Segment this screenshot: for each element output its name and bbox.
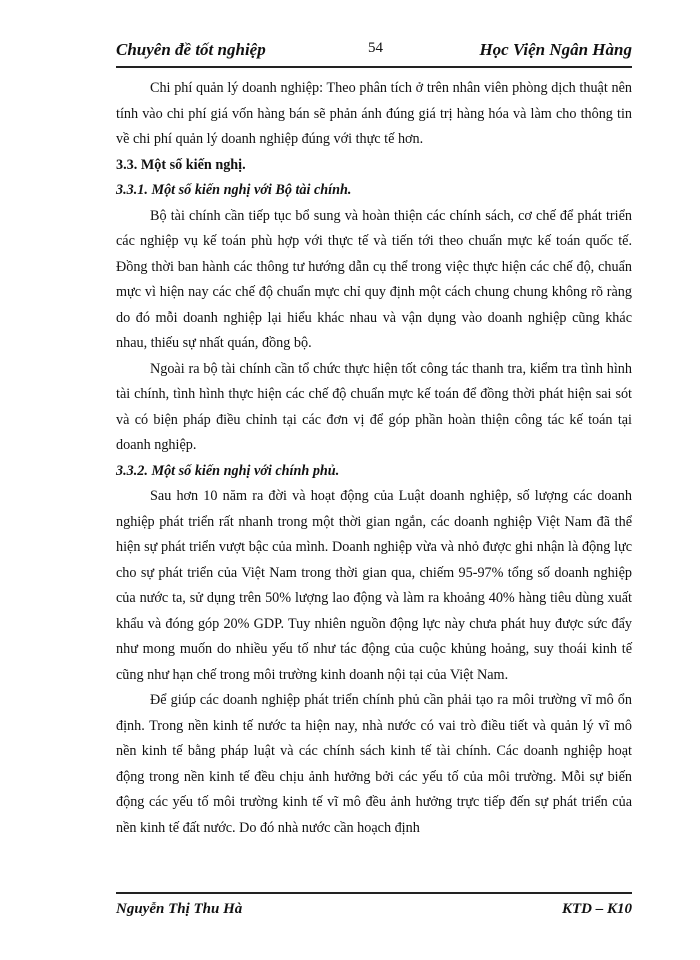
document-body (116, 76, 632, 841)
paragraph-management-costs: Chi phí quản lý doanh nghiệp: Theo phân tích ở trên nhân viên phòng dịch thuật nên tính vào chi phí giá vốn hàng bán sẽ phản ánh đúng giá trị hàng hóa và làm cho thông tin về chi phí quản lý doanh nghiệp đúng với thực tế hơn. (116, 80, 632, 147)
header-title: Chuyên đề tốt nghiệp (116, 40, 266, 59)
page-header (116, 34, 632, 68)
subsection-heading-3-3-1: 3.3.1. Một số kiến nghị với Bộ tài chính. (116, 182, 352, 198)
page-footer (116, 892, 632, 924)
section-heading-3-3: 3.3. Một số kiến nghị. (116, 156, 246, 173)
page-number: 54 (368, 40, 383, 56)
paragraph-ministry-finance-1: Bộ tài chính cần tiếp tục bổ sung và hoàn thiện các chính sách, cơ chế để phát triển các nghiệp vụ kế toán phù hợp với thực tế và tiến tới theo chuẩn mực kế toán quốc tế. Đồng thời ban hành các thông tư hướng dẫn cụ thể trong việc thực hiện các chế độ, chuẩn mực vì hiện nay các chế độ chuẩn mực chỉ quy định một cách chung chung không rõ ràng do đó mỗi doanh nghiệp lại hiểu khác nhau và vận dụng vào doanh nghiệp cũng khác nhau, thiếu sự nhất quán, đồng bộ. (116, 207, 632, 351)
paragraph-government-2: Để giúp các doanh nghiệp phát triển chính phủ cần phải tạo ra môi trường vĩ mô ổn định. Trong nền kinh tế nước ta hiện nay, nhà nước có vai trò điều tiết và quản lý vĩ mô nền kinh tế bằng pháp luật và các chính sách kinh tế tài chính. Các doanh nghiệp hoạt động trong nền kinh tế đều chịu ảnh hưởng bởi các yếu tố của môi trường. Mỗi sự biến động các yếu tố môi trường kinh tế vĩ mô đều ảnh hưởng trực tiếp đến sự phát triển của nền kinh tế đất nước. Do đó nhà nước cần hoạch định (116, 692, 632, 836)
header-institution: Học Viện Ngân Hàng (479, 40, 632, 59)
footer-author: Nguyễn Thị Thu Hà (116, 901, 243, 917)
subsection-heading-3-3-2: 3.3.2. Một số kiến nghị với chính phủ. (116, 462, 340, 479)
paragraph-government-1: Sau hơn 10 năm ra đời và hoạt động của Luật doanh nghiệp, số lượng các doanh nghiệp phát triển rất nhanh trong một thời gian ngắn, các doanh nghiệp Việt Nam đã thể hiện sự phát triển vượt bậc của mình. Doanh nghiệp vừa và nhỏ được ghi nhận là động lực cho sự phát triển của Việt Nam trong thời gian qua, chiếm 95-97% tổng số doanh nghiệp của nước ta, sử dụng trên 50% lượng lao động và làm ra khoảng 40% hàng tiêu dùng xuất khẩu và đóng góp 20% GDP. Tuy nhiên nguồn động lực này chưa phát huy được sức đẩy như mong muốn do nhiều yếu tố như tác động của cuộc khủng hoảng, suy thoái kinh tế cũng như hạn chế trong môi trường kinh doanh nội tại của Việt Nam. (116, 488, 632, 683)
paragraph-ministry-finance-2: Ngoài ra bộ tài chính cần tổ chức thực hiện tốt công tác thanh tra, kiểm tra tình hình tài chính, tình hình thực hiện các chế độ chuẩn mực kế toán để đồng thời phát hiện sai sót và có biện pháp điều chỉnh tại các đơn vị để góp phần hoàn thiện công tác kế toán tại doanh nghiệp. (116, 360, 632, 453)
footer-class: KTD – K10 (561, 901, 632, 917)
